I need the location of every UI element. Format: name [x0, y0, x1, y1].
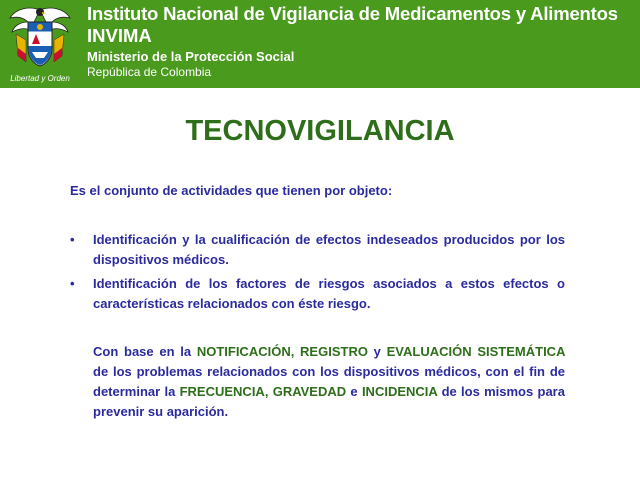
slide-title: TECNOVIGILANCIA [185, 115, 455, 147]
paragraph-text: de los problemas relacionados con los dispositivos médicos, con el fin de determinar la [93, 364, 565, 399]
highlight-incidence: INCIDENCIA [361, 384, 438, 399]
bullet-dot: • [70, 276, 75, 291]
paragraph-text: de los mismos para prevenir su aparición. [93, 384, 565, 419]
bullet-item [70, 274, 565, 314]
paragraph-text: y [367, 344, 387, 359]
ministry-name: Ministerio de la Protección Social [87, 49, 295, 64]
header-banner [0, 0, 640, 88]
institute-acronym: INVIMA [87, 25, 152, 46]
bullet-dot: • [70, 232, 75, 247]
bullet-text: Identificación y la cualificación de efectos indeseados producidos por los dispositivos médicos. [93, 232, 565, 267]
motto-text: Libertad y Orden [10, 74, 70, 83]
highlight-notification-registry: NOTIFICACIÓN, REGISTRO [196, 344, 368, 359]
highlight-systematic-evaluation: EVALUACIÓN SISTEMÁTICA [386, 344, 565, 359]
paragraph-text: e [346, 384, 362, 399]
bullet-text: Identificación de los factores de riesgos asociados a estos efectos o características relacionados con éste riesgo. [93, 276, 565, 311]
paragraph-text: Con base en la [93, 344, 197, 359]
institute-name: Instituto Nacional de Vigilancia de Medicamentos y Alimentos [87, 3, 618, 24]
intro-text: Es el conjunto de actividades que tienen por objeto: [70, 183, 393, 198]
highlight-frequency-severity: FRECUENCIA, GRAVEDAD [179, 384, 347, 399]
bullet-item [70, 230, 565, 270]
republic-name: República de Colombia [87, 65, 212, 79]
colombia-coat-of-arms-icon [6, 4, 74, 86]
summary-paragraph [93, 342, 565, 422]
